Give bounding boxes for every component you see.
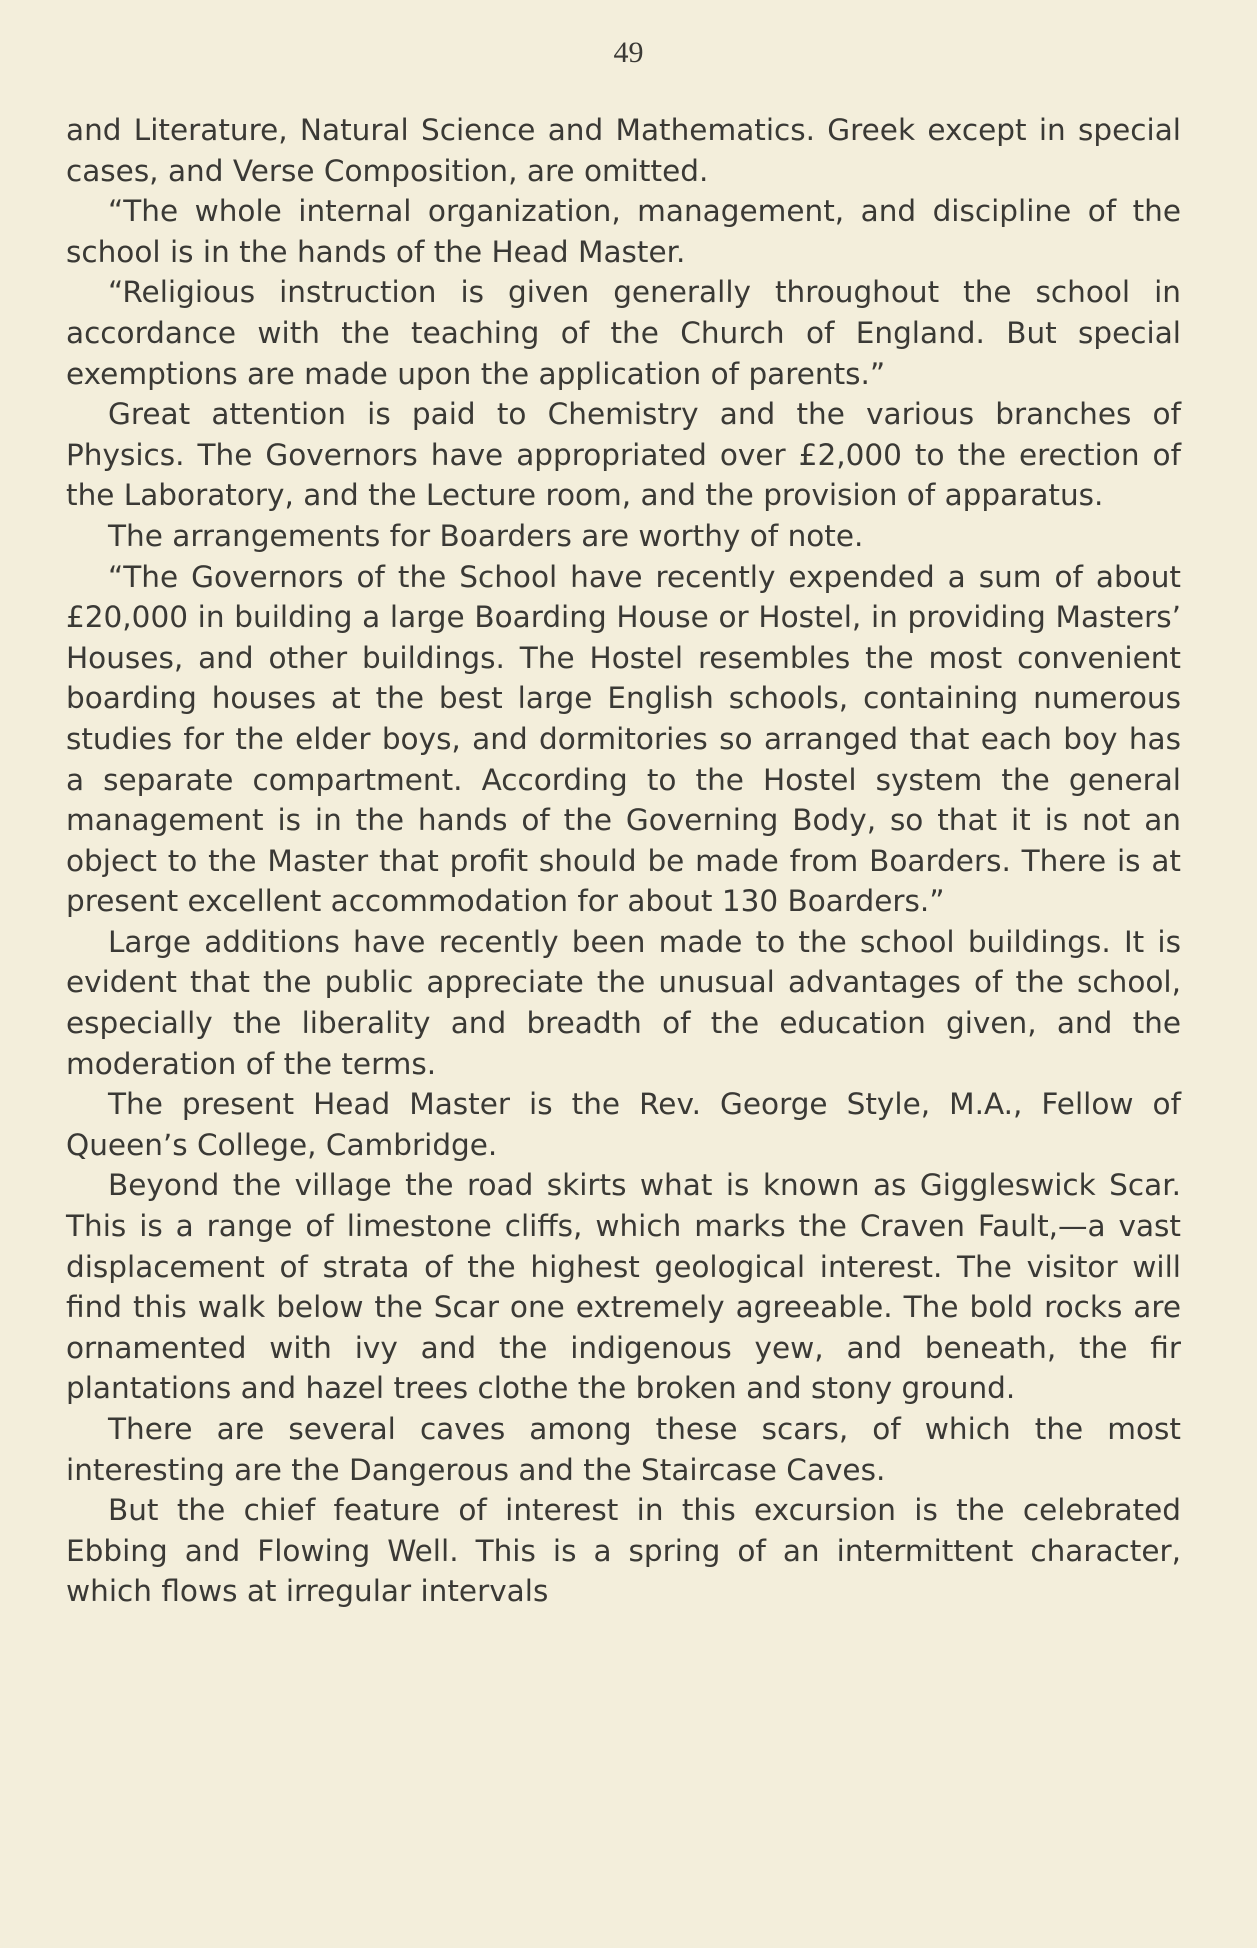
paragraph: There are several caves among these scars, of which the most interesting are the Dangerous and the Staircase Caves. (66, 1412, 1181, 1487)
text-body (66, 110, 1181, 1612)
paragraph: The present Head Master is the Rev. George Style, M.A., Fellow of Queen’s College, Cambridge. (66, 1087, 1181, 1162)
paragraph: and Literature, Natural Science and Mathematics. Greek except in special cases, and Verse Composition, are omitted. (66, 113, 1181, 188)
paragraph: But the chief feature of interest in this excursion is the celebrated Ebbing and Flowing Well. This is a spring of an intermittent character, which flows at irregular intervals (66, 1493, 1181, 1609)
paragraph: “The whole internal organization, management, and discipline of the school is in the hands of the Head Master. (66, 194, 1181, 269)
paragraph: The arrangements for Boarders are worthy of note. (108, 518, 864, 553)
paragraph: Beyond the village the road skirts what is known as Giggleswick Scar. This is a range of limestone cliffs, which marks the Craven Fault,—a vast displacement of strata of the highest geological interest. The visitor will find this walk below the Scar one extremely agreeable. The bold rocks are ornamented with ivy and the indigenous yew, and beneath, the fir plantations and hazel trees clothe the broken and stony ground. (66, 1168, 1181, 1406)
paragraph: “Religious instruction is given generally throughout the school in accordance with the teaching of the Church of England. But special exemptions are made upon the application of parents.” (66, 275, 1181, 391)
page-number: 49 (613, 36, 644, 69)
paragraph: Large additions have recently been made to the school buildings. It is evident that the public appreciate the unusual advantages of the school, especially the liberality and breadth of the education given, and the moderation of the terms. (66, 924, 1181, 1081)
paragraph: Great attention is paid to Chemistry and the various branches of Physics. The Governors have appropriated over £2,000 to the erection of the Laboratory, and the Lecture room, and the provision of apparatus. (66, 397, 1181, 513)
paragraph: “The Governors of the School have recently expended a sum of about £20,000 in building a large Boarding House or Hostel, in providing Masters’ Houses, and other buildings. The Hostel resembles the most convenient boarding houses at the best large English schools, containing numerous studies for the elder boys, and dormitories so arranged that each boy has a separate compartment. According to the Hostel system the general management is in the hands of the Governing Body, so that it is not an object to the Master that profit should be made from Boarders. There is at present excellent accommodation for about 130 Boarders.” (66, 559, 1181, 919)
